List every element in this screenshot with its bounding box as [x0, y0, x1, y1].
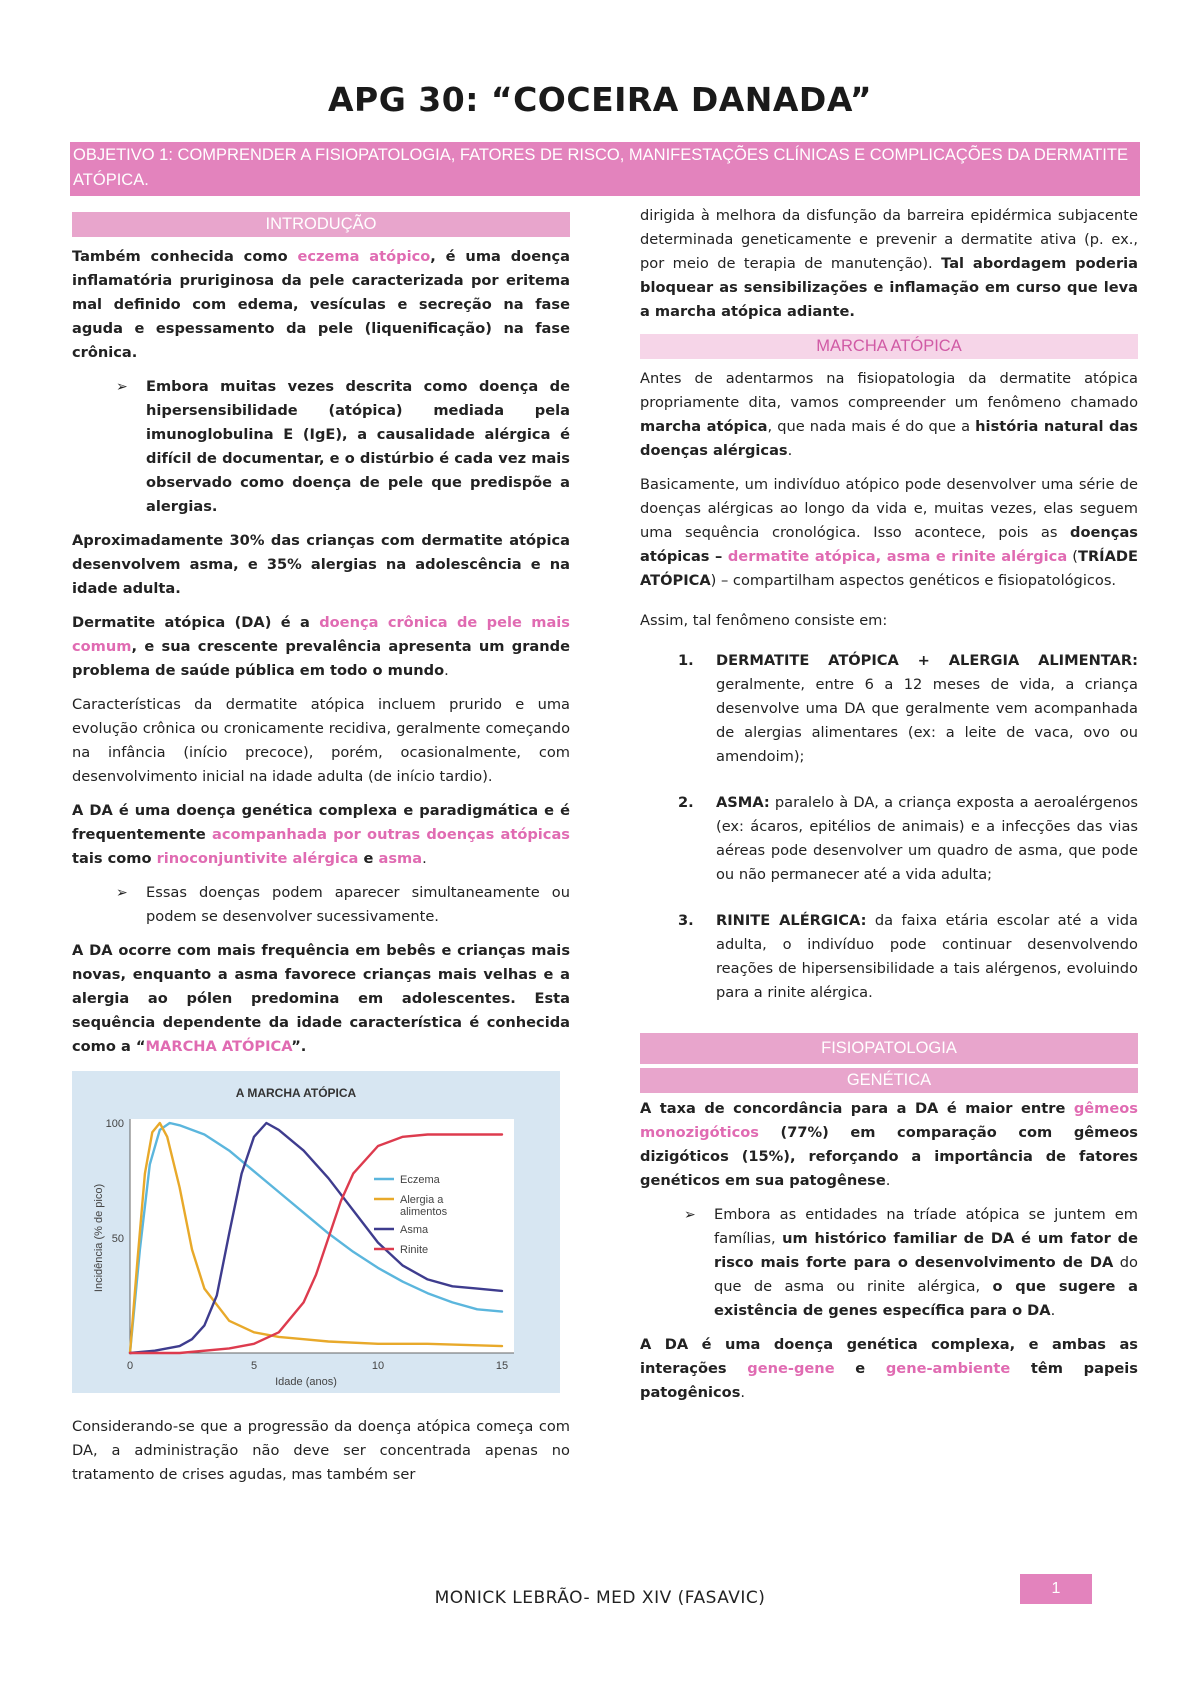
paragraph-genetic: A DA é uma doença genética complexa e paradigmática e é frequentemente acompanhada por outras doenças atópicas tais como rinoconjuntivite alérgica e asma. — [72, 802, 570, 867]
list-item-rinite: 3. RINITE ALÉRGICA: da faixa etária escolar até a vida adulta, o indivíduo pode continuar desenvolvendo reações de hipersensibilidade a tais alérgenos, evoluindo para a rinite alérgica. — [678, 912, 1138, 1001]
objective-banner: OBJETIVO 1: COMPRENDER A FISIOPATOLOGIA, FATORES DE RISCO, MANIFESTAÇÕES CLÍNICAS E COMPLICAÇÕES DA DERMATITE ATÓPICA. — [70, 142, 1140, 196]
paragraph-progression: Considerando-se que a progressão da doença atópica começa com DA, a administração não deve ser concentrada apenas no tratamento de crises agudas, mas também ser — [72, 1418, 570, 1483]
chart-title: A MARCHA ATÓPICA — [235, 1086, 357, 1100]
chart-legend-label: alimentos — [400, 1206, 448, 1218]
chart-x-tick-label: 10 — [371, 1360, 385, 1372]
intro-paragraph: Também conhecida como eczema atópico, é uma doença inflamatória pruriginosa da pele caracterizada por eritema mal definido com edema, vesículas e secreção na fase aguda e espessamento da pele (liquenificação) na fase crônica. — [72, 248, 570, 361]
document-title: APG 30: “COCEIRA DANADA” — [327, 80, 873, 119]
paragraph-triade: Basicamente, um indivíduo atópico pode desenvolver uma série de doenças alérgicas ao longo da vida e, muitas vezes, elas seguem uma sequência cronológica. Isso acontece, pois as doenças atópicas – dermatite atópica, asma e rinite alérgica (TRÍADE ATÓPICA) – compartilham aspectos genéticos e fisiopatológicos. — [640, 476, 1138, 589]
page-number: 1 — [1020, 1574, 1092, 1604]
footer-author: MONICK LEBRÃO- MED XIV (FASAVIC) — [434, 1588, 766, 1608]
chart-legend-label: Rinite — [400, 1244, 429, 1256]
chart-y-axis-label: Incidência (% de pico) — [93, 1183, 105, 1293]
marcha-atopica-chart — [72, 1071, 560, 1393]
list-item-asma: 2. ASMA: paralelo à DA, a criança exposta a aeroalérgenos (ex: ácaros, epitélios de animais) e a infecções das vias aéreas pode desenvolver um quadro de asma, que pode ou não permanecer até a vida adulta; — [678, 794, 1138, 883]
paragraph-marcha-intro: Antes de adentarmos na fisiopatologia da dermatite atópica propriamente dita, vamos compreender um fenômeno chamado marcha atópica, que nada mais é do que a história natural das doenças alérgicas. — [640, 370, 1138, 459]
section-heading-genetica: GENÉTICA — [640, 1068, 1138, 1093]
chart-x-axis-label: Idade (anos) — [275, 1376, 337, 1388]
chart-plot-area — [130, 1119, 514, 1353]
list-item-dermatite: 1. DERMATITE ATÓPICA + ALERGIA ALIMENTAR: geralmente, entre 6 a 12 meses de vida, a criança desenvolve uma DA que geralmente vem acompanhada de alergias alimentares (ex: a leite de vaca, ovo ou amendoim); — [678, 652, 1138, 765]
bullet-ige: ➢ Embora muitas vezes descrita como doença de hipersensibilidade (atópica) mediada pela imunoglobulina E (IgE), a causalidade alérgica é difícil de documentar, e o distúrbio é cada vez mais observado como doença de pele que predispõe a alergias. — [72, 375, 570, 519]
left-column — [72, 212, 570, 1497]
section-heading-introducao: INTRODUÇÃO — [72, 212, 570, 237]
chart-legend-label: Asma — [400, 1224, 429, 1236]
paragraph-characteristics: Características da dermatite atópica incluem prurido e uma evolução crônica ou cronicamente recidiva, geralmente começando na infância (início precoce), porém, ocasionalmente, com desenvolvimento inicial na idade adulta (de início tardio). — [72, 696, 570, 785]
chart-y-tick-label: 50 — [111, 1233, 124, 1245]
chart-x-tick-label: 0 — [126, 1360, 134, 1372]
arrow-bullet-icon: ➢ — [684, 1207, 696, 1223]
paragraph-marcha: A DA ocorre com mais frequência em bebês e crianças mais novas, enquanto a asma favorece crianças mais velhas e a alergia ao pólen predomina em adolescentes. Esta sequência dependente da idade característica é conhecida como a “MARCHA ATÓPICA”. — [72, 942, 570, 1055]
section-heading-fisiopatologia: FISIOPATOLOGIA — [640, 1033, 1138, 1064]
paragraph-interacoes: A DA é uma doença genética complexa, e ambas as interações gene-gene e gene-ambiente têm papeis patogênicos. — [640, 1336, 1138, 1401]
paragraph-percentages: Aproximadamente 30% das crianças com dermatite atópica desenvolvem asma, e 35% alergias na adolescência e na idade adulta. — [72, 532, 570, 597]
chart-x-tick-label: 5 — [250, 1360, 258, 1372]
paragraph-continuation: dirigida à melhora da disfunção da barreira epidérmica subjacente determinada geneticamente e prevenir a dermatite ativa (p. ex., por meio de terapia de manutenção). Tal abordagem poderia bloquear as sensibilizações e inflamação em curso que leva a marcha atópica adiante. — [640, 207, 1138, 320]
arrow-bullet-icon: ➢ — [116, 885, 128, 901]
paragraph-consiste: Assim, tal fenômeno consiste em: — [640, 612, 888, 629]
bullet-simultaneous: ➢ Essas doenças podem aparecer simultaneamente ou podem se desenvolver sucessivamente. — [72, 881, 570, 929]
chart-y-tick-label: 100 — [105, 1118, 124, 1130]
paragraph-prevalence: Dermatite atópica (DA) é a doença crônica de pele mais comum, e sua crescente prevalência apresenta um grande problema de saúde pública em todo o mundo. — [72, 614, 570, 679]
chart-legend-label: Eczema — [400, 1174, 440, 1186]
chart-x-tick-label: 15 — [495, 1360, 509, 1372]
right-column — [640, 204, 1138, 1415]
paragraph-gemeos: A taxa de concordância para a DA é maior entre gêmeos monozigóticos (77%) em comparação com gêmeos dizigóticos (15%), reforçando a importância de fatores genéticos em sua patogênese. — [640, 1100, 1138, 1189]
bullet-historico-familiar: ➢ Embora as entidades na tríade atópica se juntem em famílias, um histórico familiar de DA é um fator de risco mais forte para o desenvolvimento de DA do que de asma ou rinite alérgica, o que sugere a existência de genes específica para o DA. — [640, 1203, 1138, 1323]
chart-legend-label: Alergia a — [400, 1194, 444, 1206]
section-heading-marcha-atopica: MARCHA ATÓPICA — [640, 334, 1138, 359]
chart-svg — [72, 1071, 560, 1393]
arrow-bullet-icon: ➢ — [116, 379, 128, 395]
